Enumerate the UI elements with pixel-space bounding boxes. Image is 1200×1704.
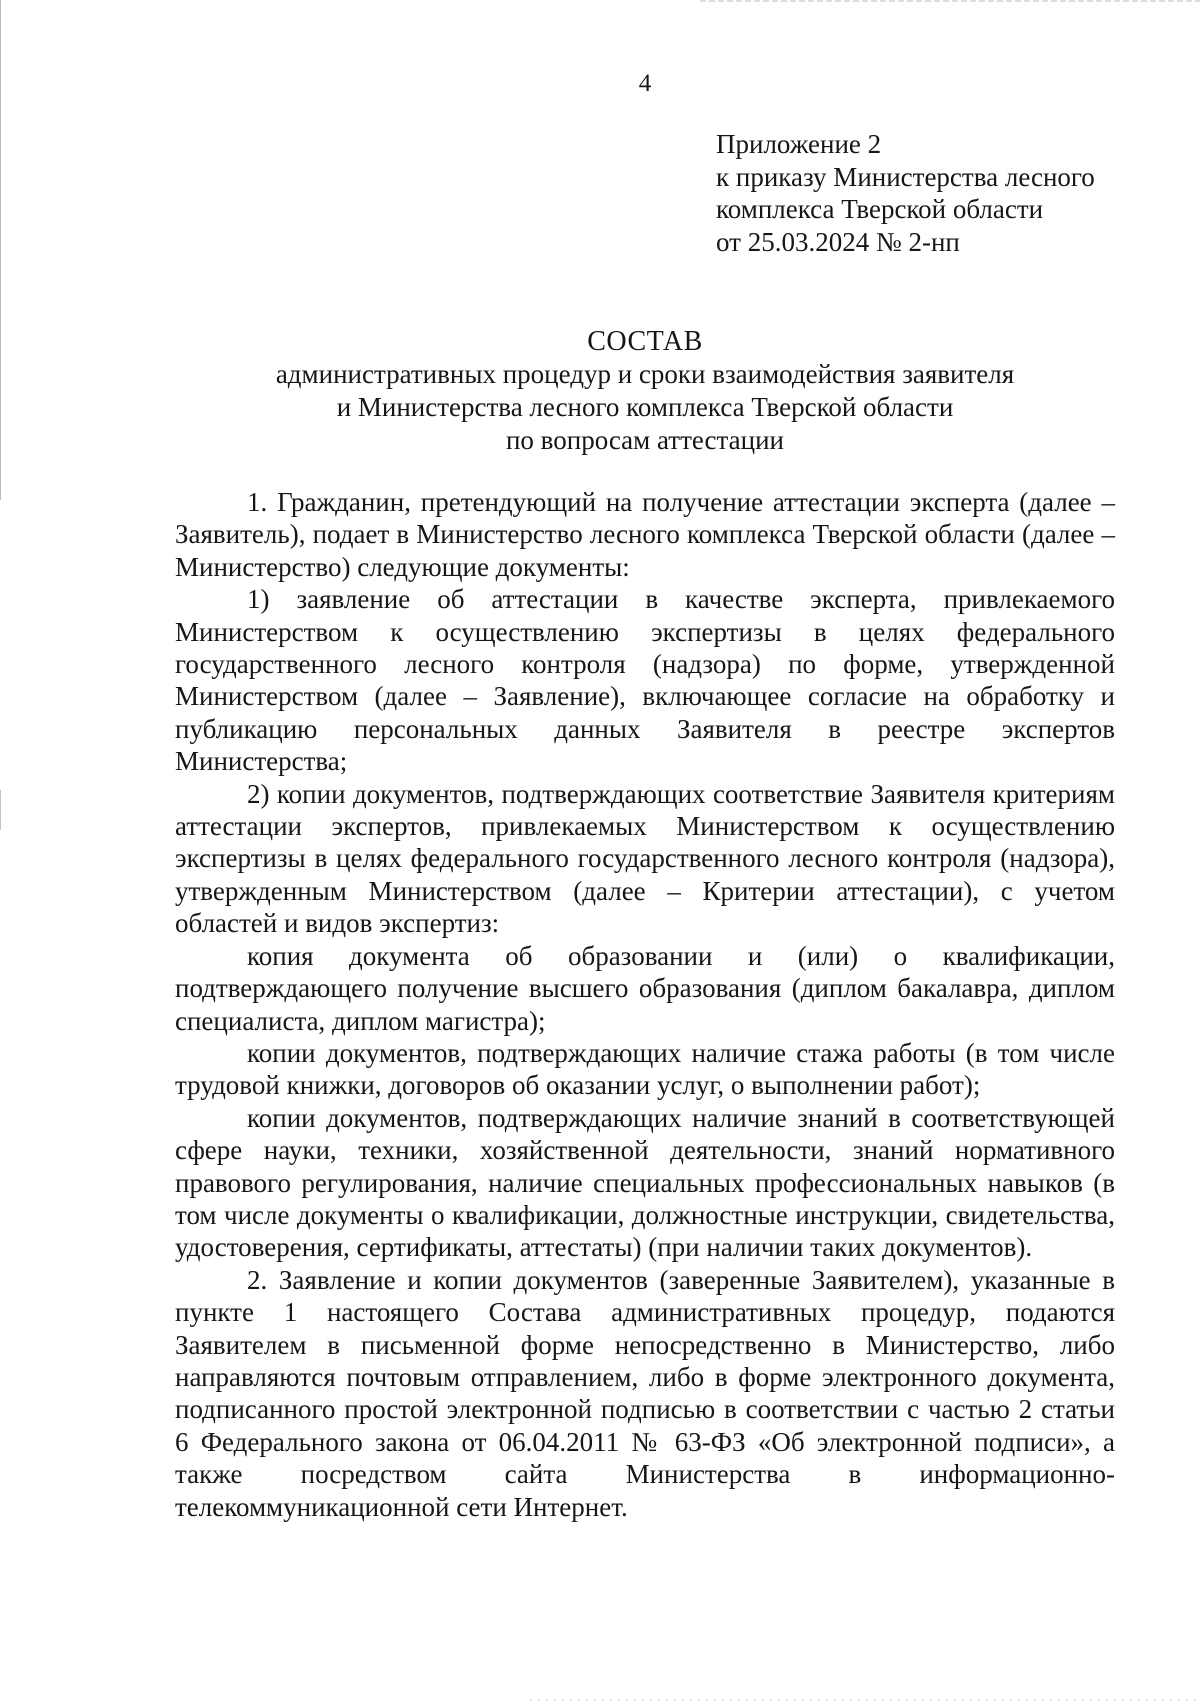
paragraph-item-1: 1) заявление об аттестации в качестве эксперта, привлекаемого Министерством к осуществлению экспертизы в целях федерального государственного лесного контроля (надзора) по форме, утвержденной Министерством (далее – Заявление), включающее согласие на обработку и публикацию персональных данных Заявителя в реестре экспертов Министерства; — [175, 584, 1115, 777]
annex-line: от 25.03.2024 № 2-нп — [716, 226, 960, 257]
title-heading: СОСТАВ — [587, 326, 703, 357]
paragraph-2: 2. Заявление и копии документов (заверенные Заявителем), указанные в пункте 1 настоящего Состава административных процедур, подаются Заявителем в письменной форме непосредственно в Министерство, либо направляются почтовым отправлением, либо в форме электронного документа, подписанного простой электронной подписью в соответствии с частью 2 статьи 6 Федерального закона от 06.04.2011 № 63-ФЗ «Об электронной подписи», а также посредством сайта Министерства в информационно-телекоммуникационной сети Интернет. — [175, 1264, 1115, 1522]
paragraph-sub-knowledge: копии документов, подтверждающих наличие знаний в соответствующей сфере науки, техники, хозяйственной деятельности, знаний нормативного правового регулирования, наличие специальных профессиональных навыков (в том числе документы о квалификации, должностные инструкции, свидетельства, удостоверения, сертификаты, аттестаты) (при наличии таких документов). — [175, 1102, 1115, 1263]
paragraph-item-2: 2) копии документов, подтверждающих соответствие Заявителя критериям аттестации экспертов, привлекаемых Министерством к осуществлению экспертизы в целях федерального государственного лесного контроля (надзора), утвержденным Министерством (далее – Критерии аттестации), с учетом областей и видов экспертиз: — [175, 778, 1115, 939]
title-line: и Министерства лесного комплекса Тверской области — [336, 392, 954, 422]
annex-block — [716, 128, 1095, 258]
title-line: административных процедур и сроки взаимодействия заявителя — [275, 359, 1015, 389]
annex-line: комплекса Тверской области — [716, 194, 1044, 224]
page-number: 4 — [638, 70, 652, 97]
paragraph-sub-diploma: копия документа об образовании и (или) о квалификации, подтверждающего получение высшего образования (диплом бакалавра, диплом специалиста, диплом магистра); — [175, 940, 1115, 1036]
paragraph-sub-experience: копии документов, подтверждающих наличие стажа работы (в том числе трудовой книжки, договоров об оказании услуг, о выполнении работ); — [175, 1037, 1115, 1101]
title-line: по вопросам аттестации — [505, 425, 784, 455]
document-title — [0, 325, 1200, 457]
annex-line: к приказу Министерства лесного — [716, 161, 1095, 192]
paragraph-1: 1. Гражданин, претендующий на получение аттестации эксперта (далее – Заявитель), подает в Министерство лесного комплекса Тверской области (далее – Министерство) следующие документы: — [175, 487, 1115, 582]
annex-line: Приложение 2 — [716, 129, 882, 159]
document-body — [175, 486, 1115, 1523]
